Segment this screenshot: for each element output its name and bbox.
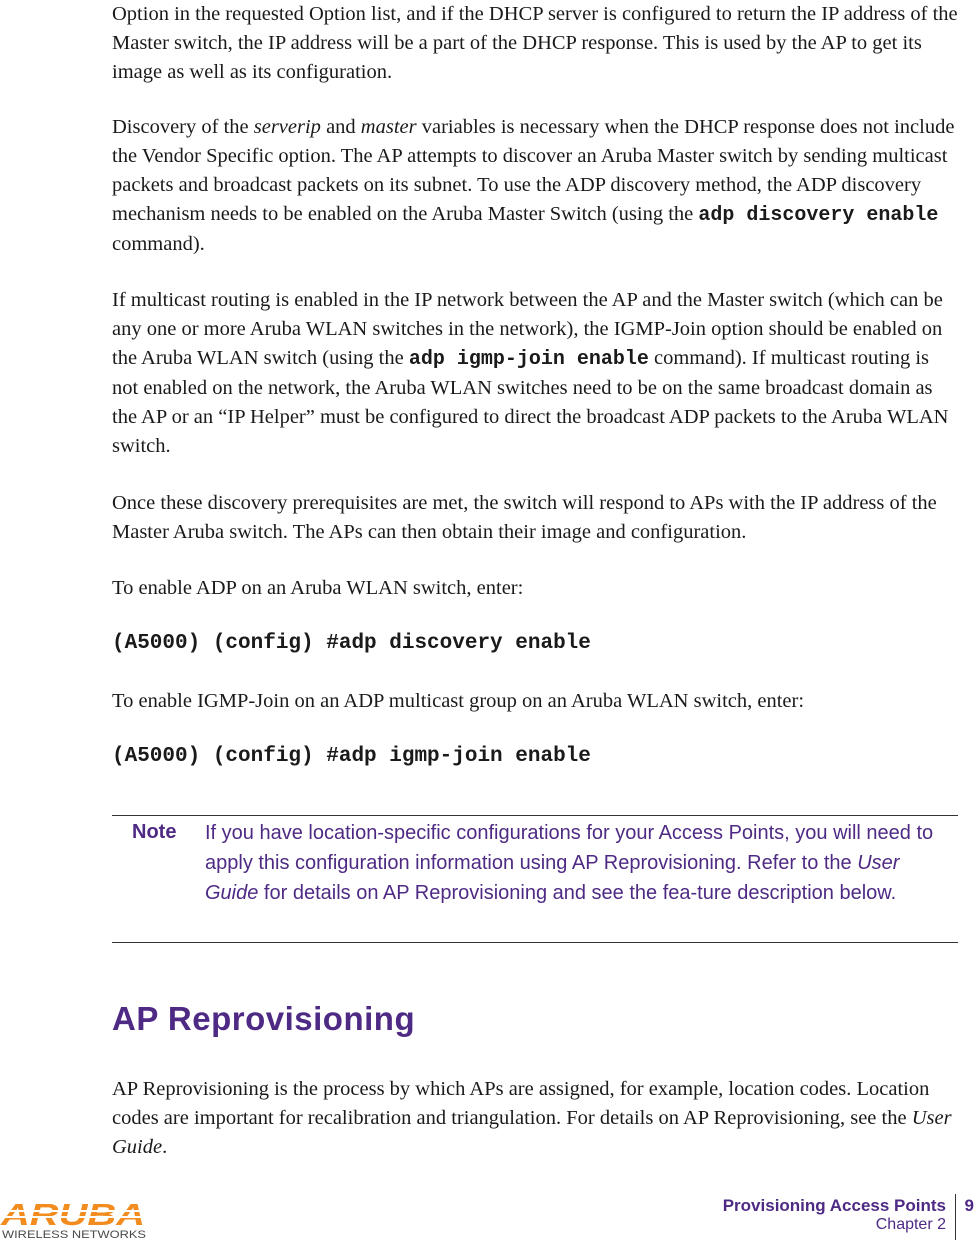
note-label: Note [132, 821, 177, 843]
page-footer [578, 1194, 978, 1240]
paragraph-prerequisites [112, 489, 958, 547]
footer-chapter: Chapter 2 [875, 1216, 946, 1233]
paragraph-enable-igmp [112, 687, 958, 716]
user-guide-reference: User Guide [205, 852, 900, 904]
paragraph-text: command). If multicast routing is not enabled on the network, the Aruba WLAN switches need to be on the same broadcast domain as the AP or an “IP Helper” must be configured to direct the broadcast ADP packets to the Aruba WLAN switch. [112, 347, 949, 457]
logo-wordmark: ARUBA [0, 1198, 146, 1232]
note-box [112, 815, 958, 943]
note-text [205, 818, 955, 908]
page-number: 9 [964, 1196, 974, 1215]
aruba-logo [0, 1198, 150, 1240]
command-igmp-join: (A5000) (config) #adp igmp-join enable [112, 745, 591, 768]
paragraph-text: Once these discovery prerequisites are met, the switch will respond to APs with the IP address of the Master Aruba switch. The APs can then obtain their image and configuration. [112, 492, 937, 543]
inline-command: adp igmp-join enable [408, 348, 649, 371]
serverip-variable: serverip [253, 116, 321, 138]
paragraph-text: To enable ADP on an Aruba WLAN switch, enter: [112, 577, 524, 599]
paragraph-discovery [112, 113, 958, 259]
footer-section-title: Provisioning Access Points [722, 1196, 946, 1215]
command-adp-discovery: (A5000) (config) #adp discovery enable [112, 632, 591, 655]
footer-divider [955, 1194, 956, 1240]
paragraph-text: If multicast routing is enabled in the IP network between the AP and the Master switch (which can be any one or more Aruba WLAN switches in the network), the IGMP-Join option should be enabled on the Aruba WLAN switch (using the [112, 289, 943, 369]
paragraph-text: variables is necessary when the DHCP response does not include the Vendor Specific option. The AP attempts to discover an Aruba Master switch by sending multicast packets and broadcast packets on its subnet. To use the ADP discovery method, the ADP discovery mechanism needs to be enabled on the Aruba Master Switch (using the [112, 116, 955, 225]
master-variable: master [360, 116, 417, 138]
paragraph-dhcp-option [112, 0, 958, 87]
paragraph-multicast [112, 286, 958, 461]
paragraph-text: AP Reprovisioning is the process by which APs are assigned, for example, location codes. Location codes are important for recalibration and triangulation. For details on AP Reprovisioning, see the [112, 1078, 930, 1129]
logo-tagline: WIRELESS NETWORKS [2, 1229, 146, 1240]
paragraph-text: and [320, 116, 361, 138]
paragraph-text: To enable IGMP-Join on an ADP multicast group on an Aruba WLAN switch, enter: [112, 690, 805, 712]
section-heading: AP Reprovisioning [112, 1000, 416, 1037]
paragraph-text: . [162, 1136, 168, 1158]
inline-command: adp discovery enable [698, 204, 939, 227]
note-text-part: for details on AP Reprovisioning and see the fea-ture description below. [258, 882, 897, 904]
paragraph-reprovisioning [112, 1075, 958, 1162]
aruba-logo-graphic [0, 1198, 150, 1240]
paragraph-text: Discovery of the [112, 116, 254, 138]
paragraph-text: command). [112, 233, 205, 255]
paragraph-text: Option in the requested Option list, and if the DHCP server is configured to return the IP address of the Master switch, the IP address will be a part of the DHCP response. This is used by the AP to get its image as well as its configuration. [112, 3, 958, 83]
paragraph-enable-adp [112, 574, 958, 603]
user-guide-reference: User Guide [112, 1107, 952, 1158]
note-text-part: If you have location-specific configurations for your Access Points, you will need to apply this configuration information using AP Reprovisioning. Refer to the [205, 822, 934, 874]
